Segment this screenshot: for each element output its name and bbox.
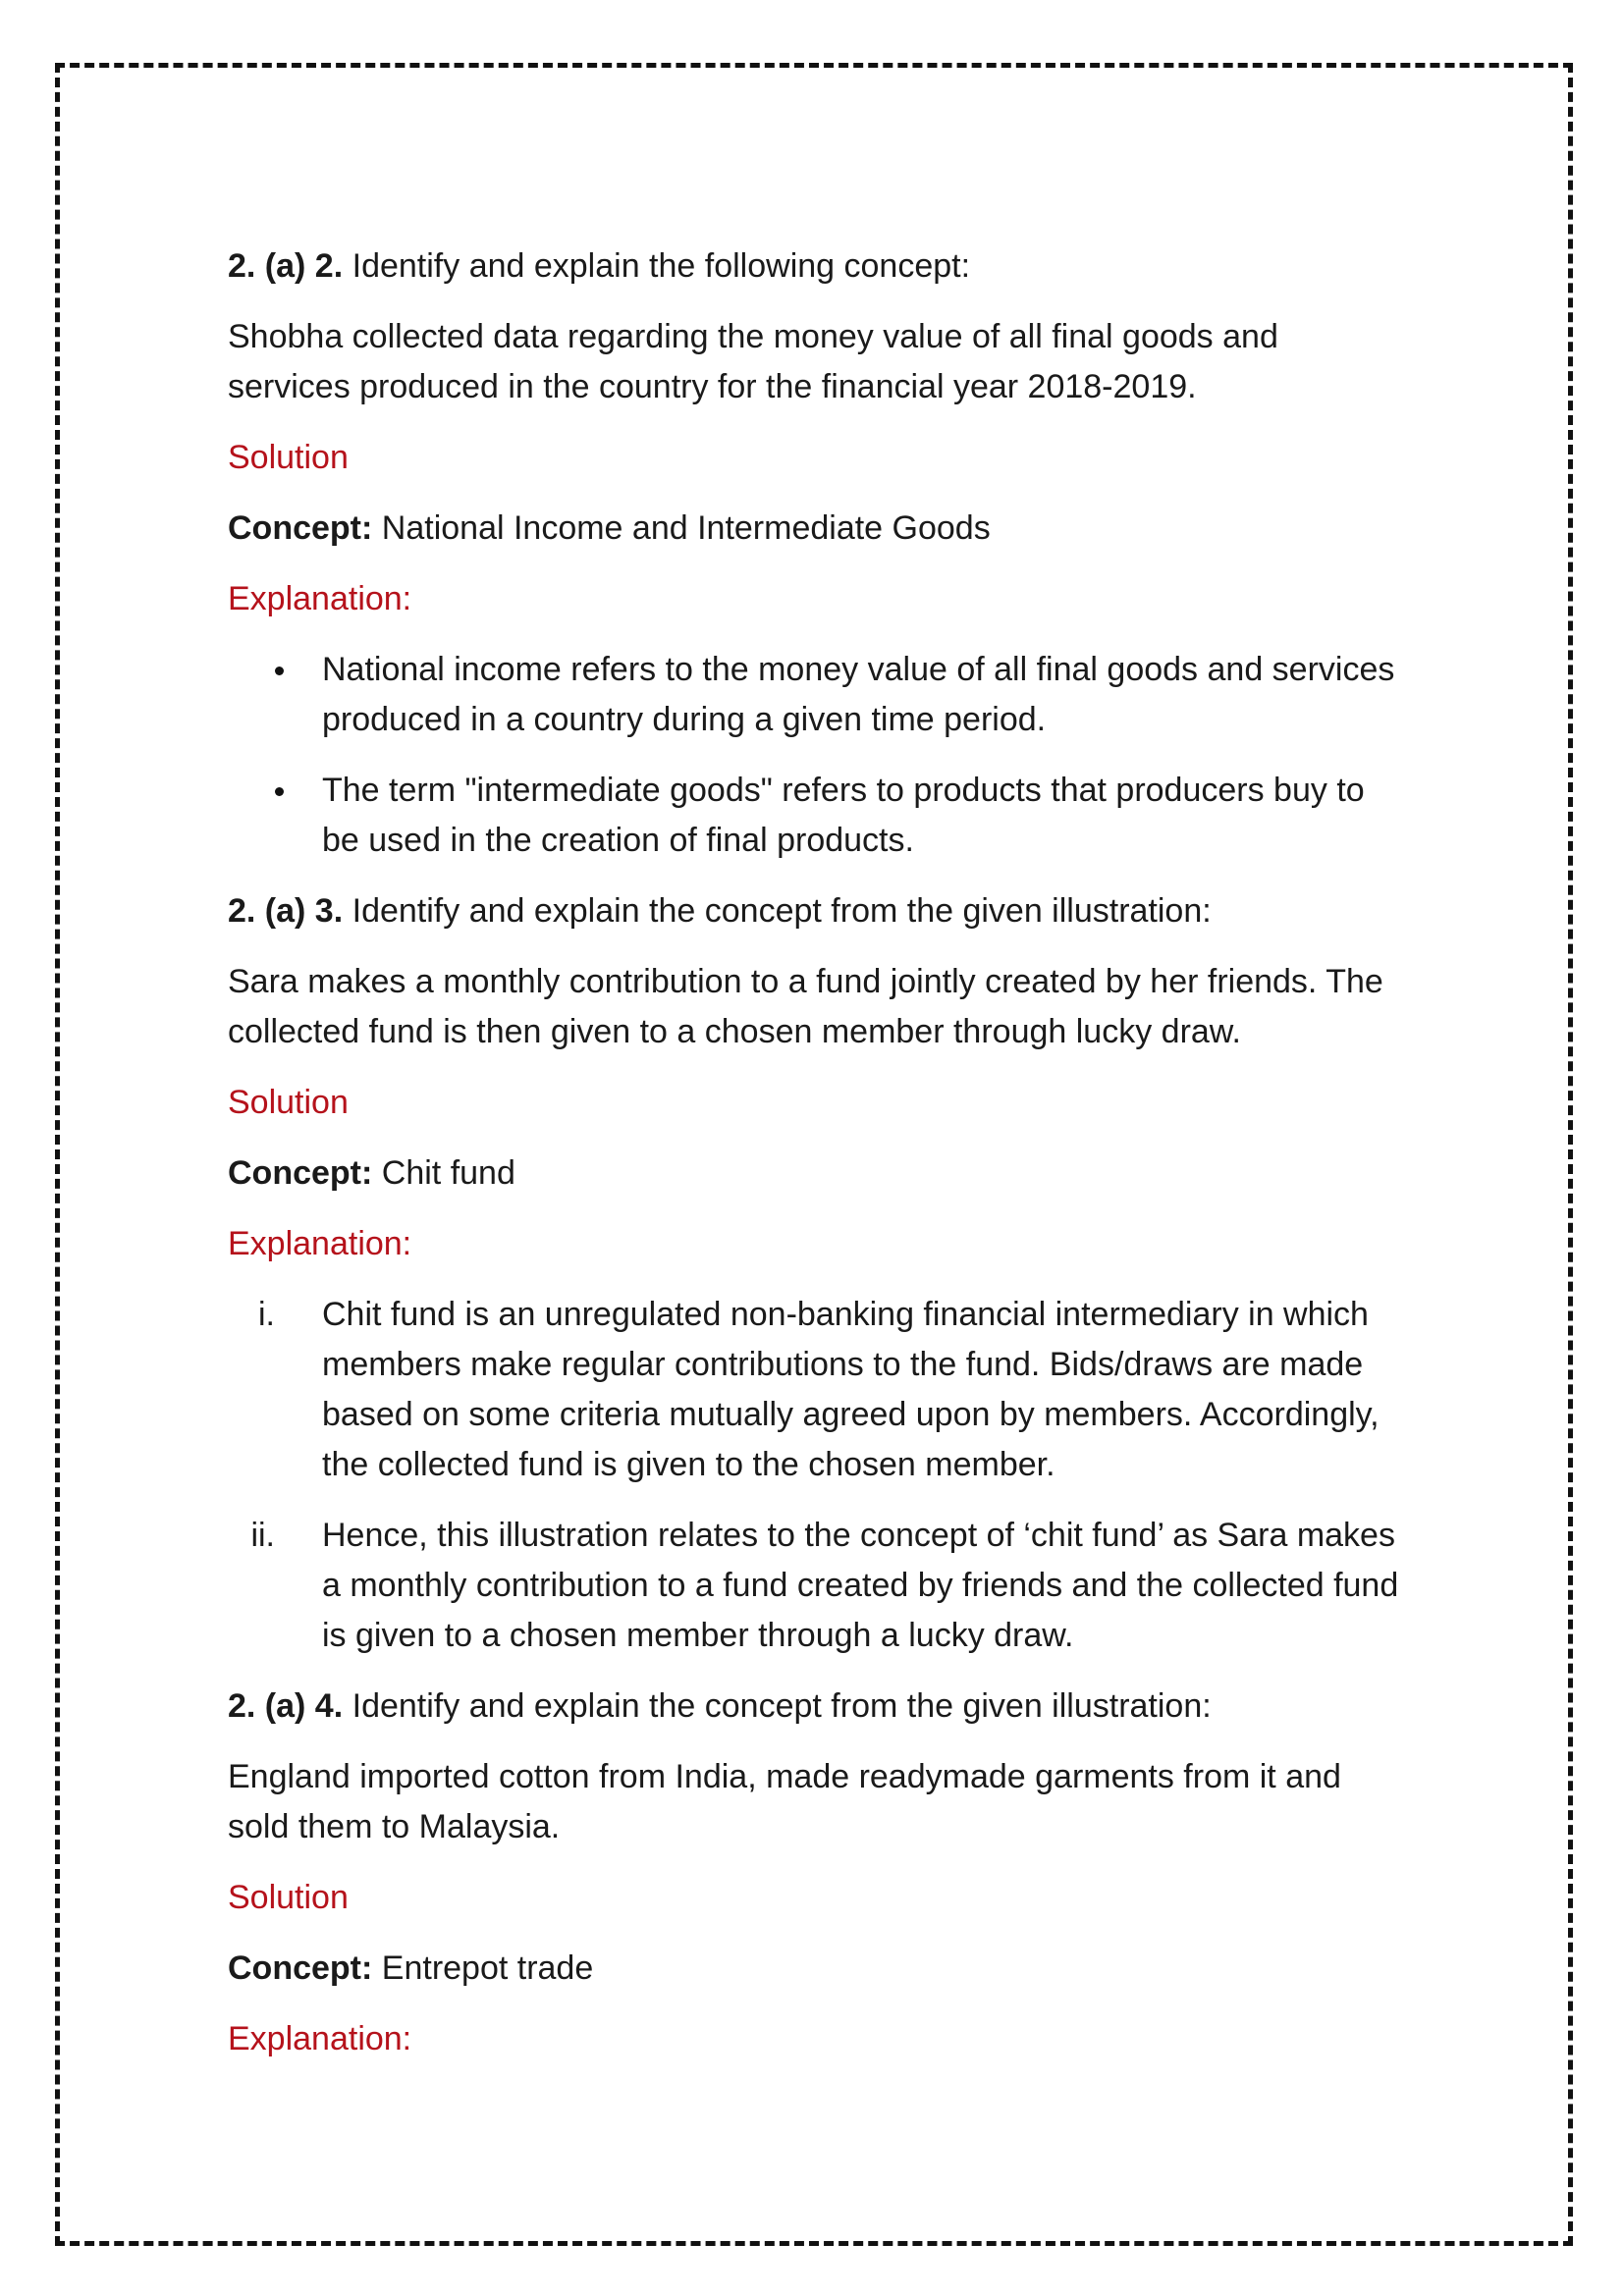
concept-line [228, 1944, 1406, 1994]
explanation-bullet-list [228, 645, 1406, 866]
question-heading [228, 241, 1406, 292]
solution-heading: Solution [228, 1879, 349, 1916]
concept-value: Chit fund [381, 1154, 515, 1192]
list-item-text: National income refers to the money value of all final goods and services produced in a country during a given time period. [322, 651, 1395, 738]
list-item [228, 1511, 1406, 1661]
list-item-text: Hence, this illustration relates to the concept of ‘chit fund’ as Sara makes a monthly contribution to a fund created by friends and the collected fund is given to a chosen member through a lucky draw. [322, 1517, 1399, 1654]
document-content [228, 241, 1406, 2085]
explanation-heading: Explanation: [228, 2020, 412, 2057]
concept-value: National Income and Intermediate Goods [381, 509, 991, 547]
explanation-roman-list [228, 1290, 1406, 1661]
question-prompt: Identify and explain the concept from the given illustration: [352, 892, 1212, 930]
solution-heading: Solution [228, 1084, 349, 1121]
question-prompt: Identify and explain the concept from the given illustration: [352, 1687, 1212, 1725]
question-number: 2. (a) 2. [228, 247, 344, 285]
list-marker: i. [258, 1296, 275, 1333]
explanation-heading: Explanation: [228, 580, 412, 617]
list-item [228, 1290, 1406, 1490]
question-number: 2. (a) 4. [228, 1687, 344, 1725]
list-item [228, 766, 1406, 866]
question-illustration: England imported cotton from India, made readymade garments from it and sold them to Malaysia. [228, 1758, 1341, 1845]
explanation-heading: Explanation: [228, 1225, 412, 1262]
list-item-text: Chit fund is an unregulated non-banking financial intermediary in which members make regular contributions to the fund. Bids/draws are made based on some criteria mutually agreed upon by members. Accordingly, the collected fund is given to the chosen member. [322, 1296, 1380, 1483]
question-illustration: Shobha collected data regarding the money value of all final goods and services produced in the country for the financial year 2018-2019. [228, 318, 1278, 405]
bullet-icon [275, 667, 284, 675]
question-number: 2. (a) 3. [228, 892, 344, 930]
question-heading [228, 1682, 1406, 1732]
solution-heading: Solution [228, 439, 349, 476]
concept-value: Entrepot trade [381, 1949, 594, 1987]
concept-line [228, 504, 1406, 554]
concept-label: Concept: [228, 1949, 373, 1987]
list-marker: ii. [250, 1517, 275, 1554]
concept-line [228, 1148, 1406, 1199]
list-item [228, 645, 1406, 745]
question-heading [228, 886, 1406, 936]
bullet-icon [275, 787, 284, 796]
list-item-text: The term "intermediate goods" refers to products that producers buy to be used in the creation of final products. [322, 772, 1365, 859]
question-prompt: Identify and explain the following concept: [352, 247, 971, 285]
question-illustration: Sara makes a monthly contribution to a fund jointly created by her friends. The collected fund is then given to a chosen member through lucky draw. [228, 963, 1383, 1050]
concept-label: Concept: [228, 1154, 373, 1192]
concept-label: Concept: [228, 509, 373, 547]
